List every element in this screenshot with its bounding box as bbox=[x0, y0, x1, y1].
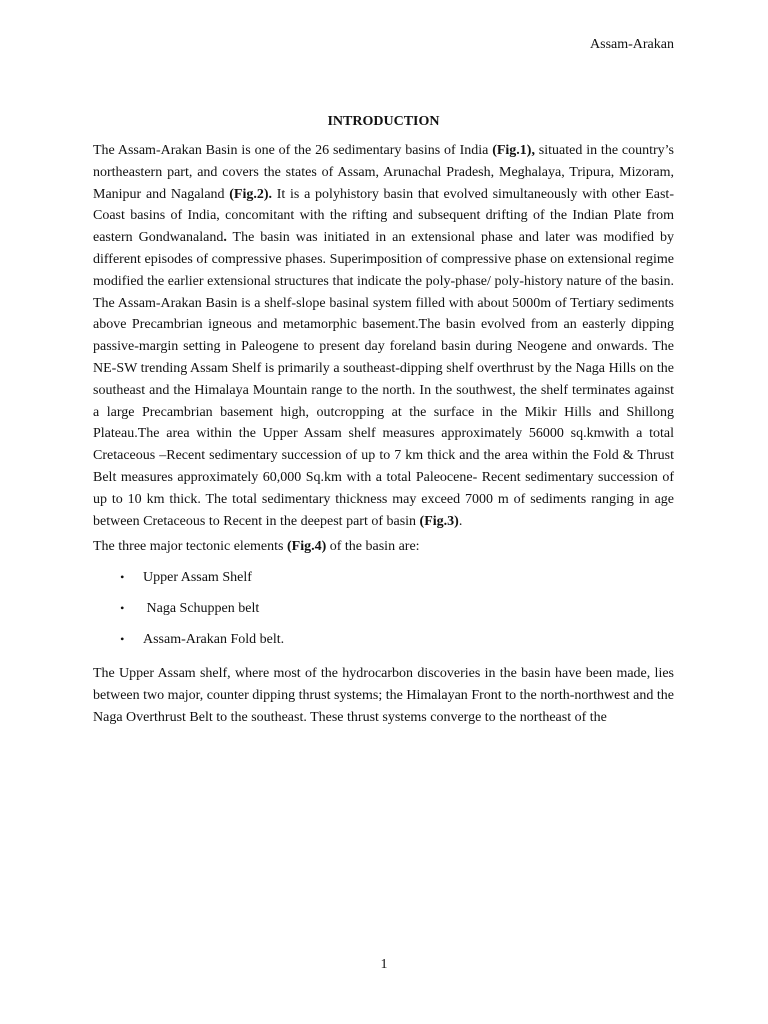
list-item-text: Naga Schuppen belt bbox=[143, 601, 260, 617]
list-item-text: Assam-Arakan Fold belt. bbox=[143, 632, 285, 648]
fig1-reference: (Fig.1), bbox=[492, 143, 535, 158]
list-item bbox=[93, 598, 674, 629]
tectonic-intro-text-1: The three major tectonic elements bbox=[93, 539, 287, 555]
bold-period: . bbox=[223, 230, 227, 246]
tectonic-elements-list bbox=[93, 567, 674, 660]
tectonic-intro-text-2: of the basin are: bbox=[326, 539, 420, 555]
bullet-icon: • bbox=[120, 570, 125, 585]
list-item-text: Upper Assam Shelf bbox=[143, 570, 252, 586]
fig2-reference: (Fig.2). bbox=[229, 186, 273, 202]
intro-text-1: The Assam-Arakan Basin is one of the 26 sedimentary basins of India bbox=[93, 143, 493, 158]
fig4-reference: (Fig.4) bbox=[286, 539, 327, 555]
intro-text-5: . bbox=[458, 513, 463, 529]
bullet-icon: • bbox=[120, 632, 125, 647]
intro-text-2: situated in the country’s northeastern part, and covers the states of Assam, Arunachal Pradesh, Meghalaya, Tripura, Mizoram, Manipur and Nagaland bbox=[93, 143, 674, 202]
intro-text-4: The basin was initiated in an extensional phase and later was modified by different episodes of compressive phases. Superimposition of compressive phase on extensional regime modified the earlier extensional structures that indicate the poly-phase/ poly-history nature of the basin. The Assam-Arakan Basin is a shelf-slope basinal system filled with about 5000m of Tertiary sediments above Precambrian igneous and metamorphic basement.The basin evolved from an easterly dipping passive-margin setting in Paleogene to present day foreland basin during Neogene and onwards. The NE-SW trending Assam Shelf is primarily a southeast-dipping shelf overthrust by the Naga Hills on the southeast and the Himalaya Mountain range to the north. In the southwest, the shelf terminates against a large Precambrian basement high, outcropping at the surface in the Mikir Hills and Shillong Plateau.The area within the Upper Assam shelf measures approximately 56000 sq.kmwith a total Cretaceous –Recent sedimentary succession of up to 7 km thick and the area within the Fold & Thrust Belt measures approximately 60,000 Sq.km with a total Paleocene- Recent sedimentary succession of up to 10 km thick. The total sedimentary thickness may exceed 7000 m of sediments ranging in age between Cretaceous to Recent in the deepest part of basin bbox=[93, 230, 674, 529]
list-item bbox=[93, 567, 674, 598]
section-heading: INTRODUCTION bbox=[327, 114, 440, 129]
tectonic-intro-paragraph bbox=[93, 536, 674, 558]
running-header: Assam-Arakan bbox=[590, 37, 674, 52]
page-content bbox=[93, 112, 674, 729]
fig3-reference: (Fig.3) bbox=[419, 513, 459, 529]
intro-text-3: It is a polyhistory basin that evolved simultaneously with other East-Coast basins of India, concomitant with the rifting and subsequent drifting of the Indian Plate from eastern Gondwanaland bbox=[93, 186, 674, 246]
intro-paragraph bbox=[93, 140, 674, 532]
list-item bbox=[93, 629, 674, 660]
bullet-icon: • bbox=[120, 601, 125, 616]
page-number: 1 bbox=[380, 957, 388, 972]
upper-assam-shelf-paragraph: The Upper Assam shelf, where most of the hydrocarbon discoveries in the basin have been made, lies between two major, counter dipping thrust systems; the Himalayan Front to the north-northwest and the Naga Overthrust Belt to the southeast. These thrust systems converge to the northeast of the bbox=[93, 666, 674, 725]
